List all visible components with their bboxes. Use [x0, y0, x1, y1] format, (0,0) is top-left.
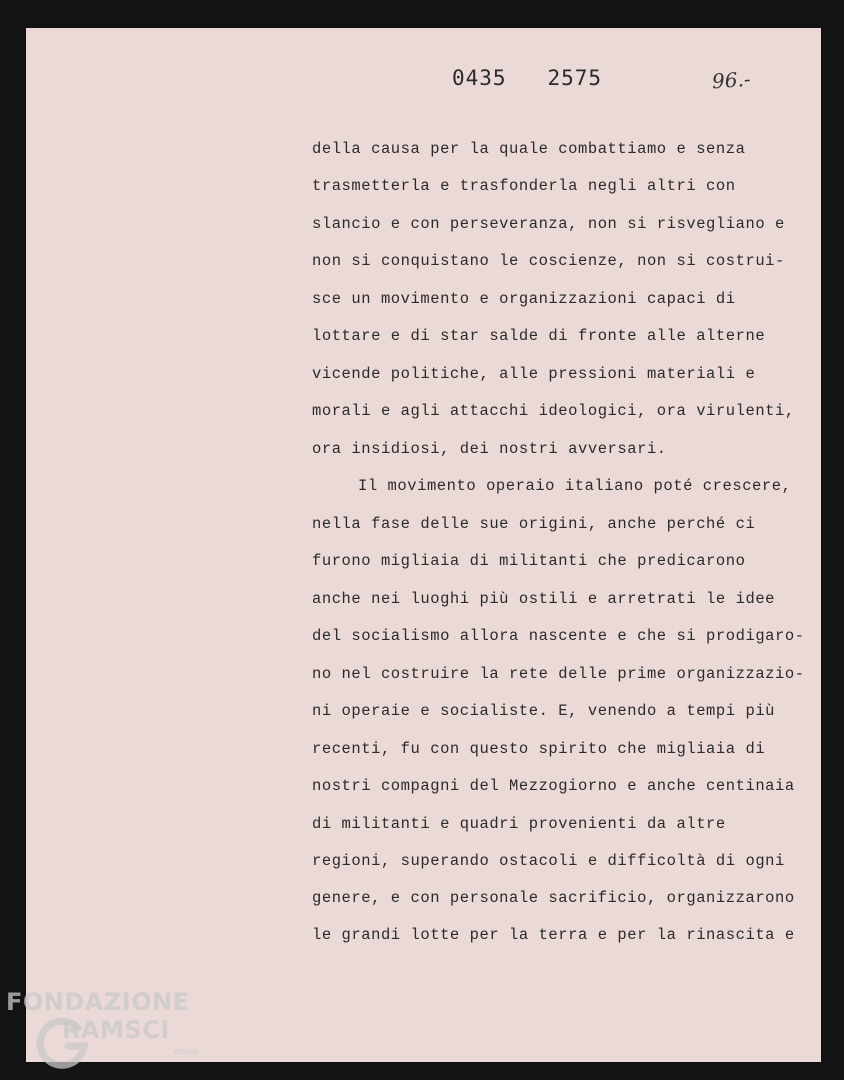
text-line: di militanti e quadri provenienti da altre	[312, 815, 726, 833]
text-line: no nel costruire la rete delle prime organizzazio-	[312, 665, 805, 683]
text-line: trasmetterla e trasfonderla negli altri con	[312, 177, 736, 195]
watermark-line1: FONDAZIONE	[6, 988, 190, 1016]
text-line: nostri compagni del Mezzogiorno e anche centinaia	[312, 777, 795, 795]
text-line: vicende politiche, alle pressioni materiali e	[312, 365, 756, 383]
archive-number: 0435 2575	[452, 66, 603, 90]
text-line: ni operaie e socialiste. E, venendo a tempi più	[312, 702, 776, 720]
text-line: non si conquistano le coscienze, non si costrui-	[312, 252, 785, 270]
text-line: ora insidiosi, dei nostri avversari.	[312, 440, 667, 458]
watermark-suffix: onlus	[174, 1047, 199, 1057]
text-line: sce un movimento e organizzazioni capaci di	[312, 290, 736, 308]
watermark-line2: RAMSCI	[62, 1016, 170, 1044]
text-line: anche nei luoghi più ostili e arretrati le idee	[312, 590, 776, 608]
text-line: della causa per la quale combattiamo e senza	[312, 140, 746, 158]
text-line: slancio e con perseveranza, non si risvegliano e	[312, 215, 785, 233]
text-line: le grandi lotte per la terra e per la rinascita e	[312, 926, 795, 944]
paragraph-start-line: Il movimento operaio italiano poté crescere,	[358, 477, 792, 495]
text-line: genere, e con personale sacrificio, organizzarono	[312, 889, 795, 907]
text-line: furono migliaia di militanti che predicarono	[312, 552, 746, 570]
text-line: nella fase delle sue origini, anche perché ci	[312, 515, 756, 533]
text-line: morali e agli attacchi ideologici, ora virulenti,	[312, 402, 795, 420]
text-line: lottare e di star salde di fronte alle alterne	[312, 327, 766, 345]
handwritten-page-number: 96.-	[711, 66, 752, 94]
text-line: recenti, fu con questo spirito che migliaia di	[312, 740, 766, 758]
text-line: regioni, superando ostacoli e difficoltà di ogni	[312, 852, 785, 870]
text-line: del socialismo allora nascente e che si prodigaro-	[312, 627, 805, 645]
